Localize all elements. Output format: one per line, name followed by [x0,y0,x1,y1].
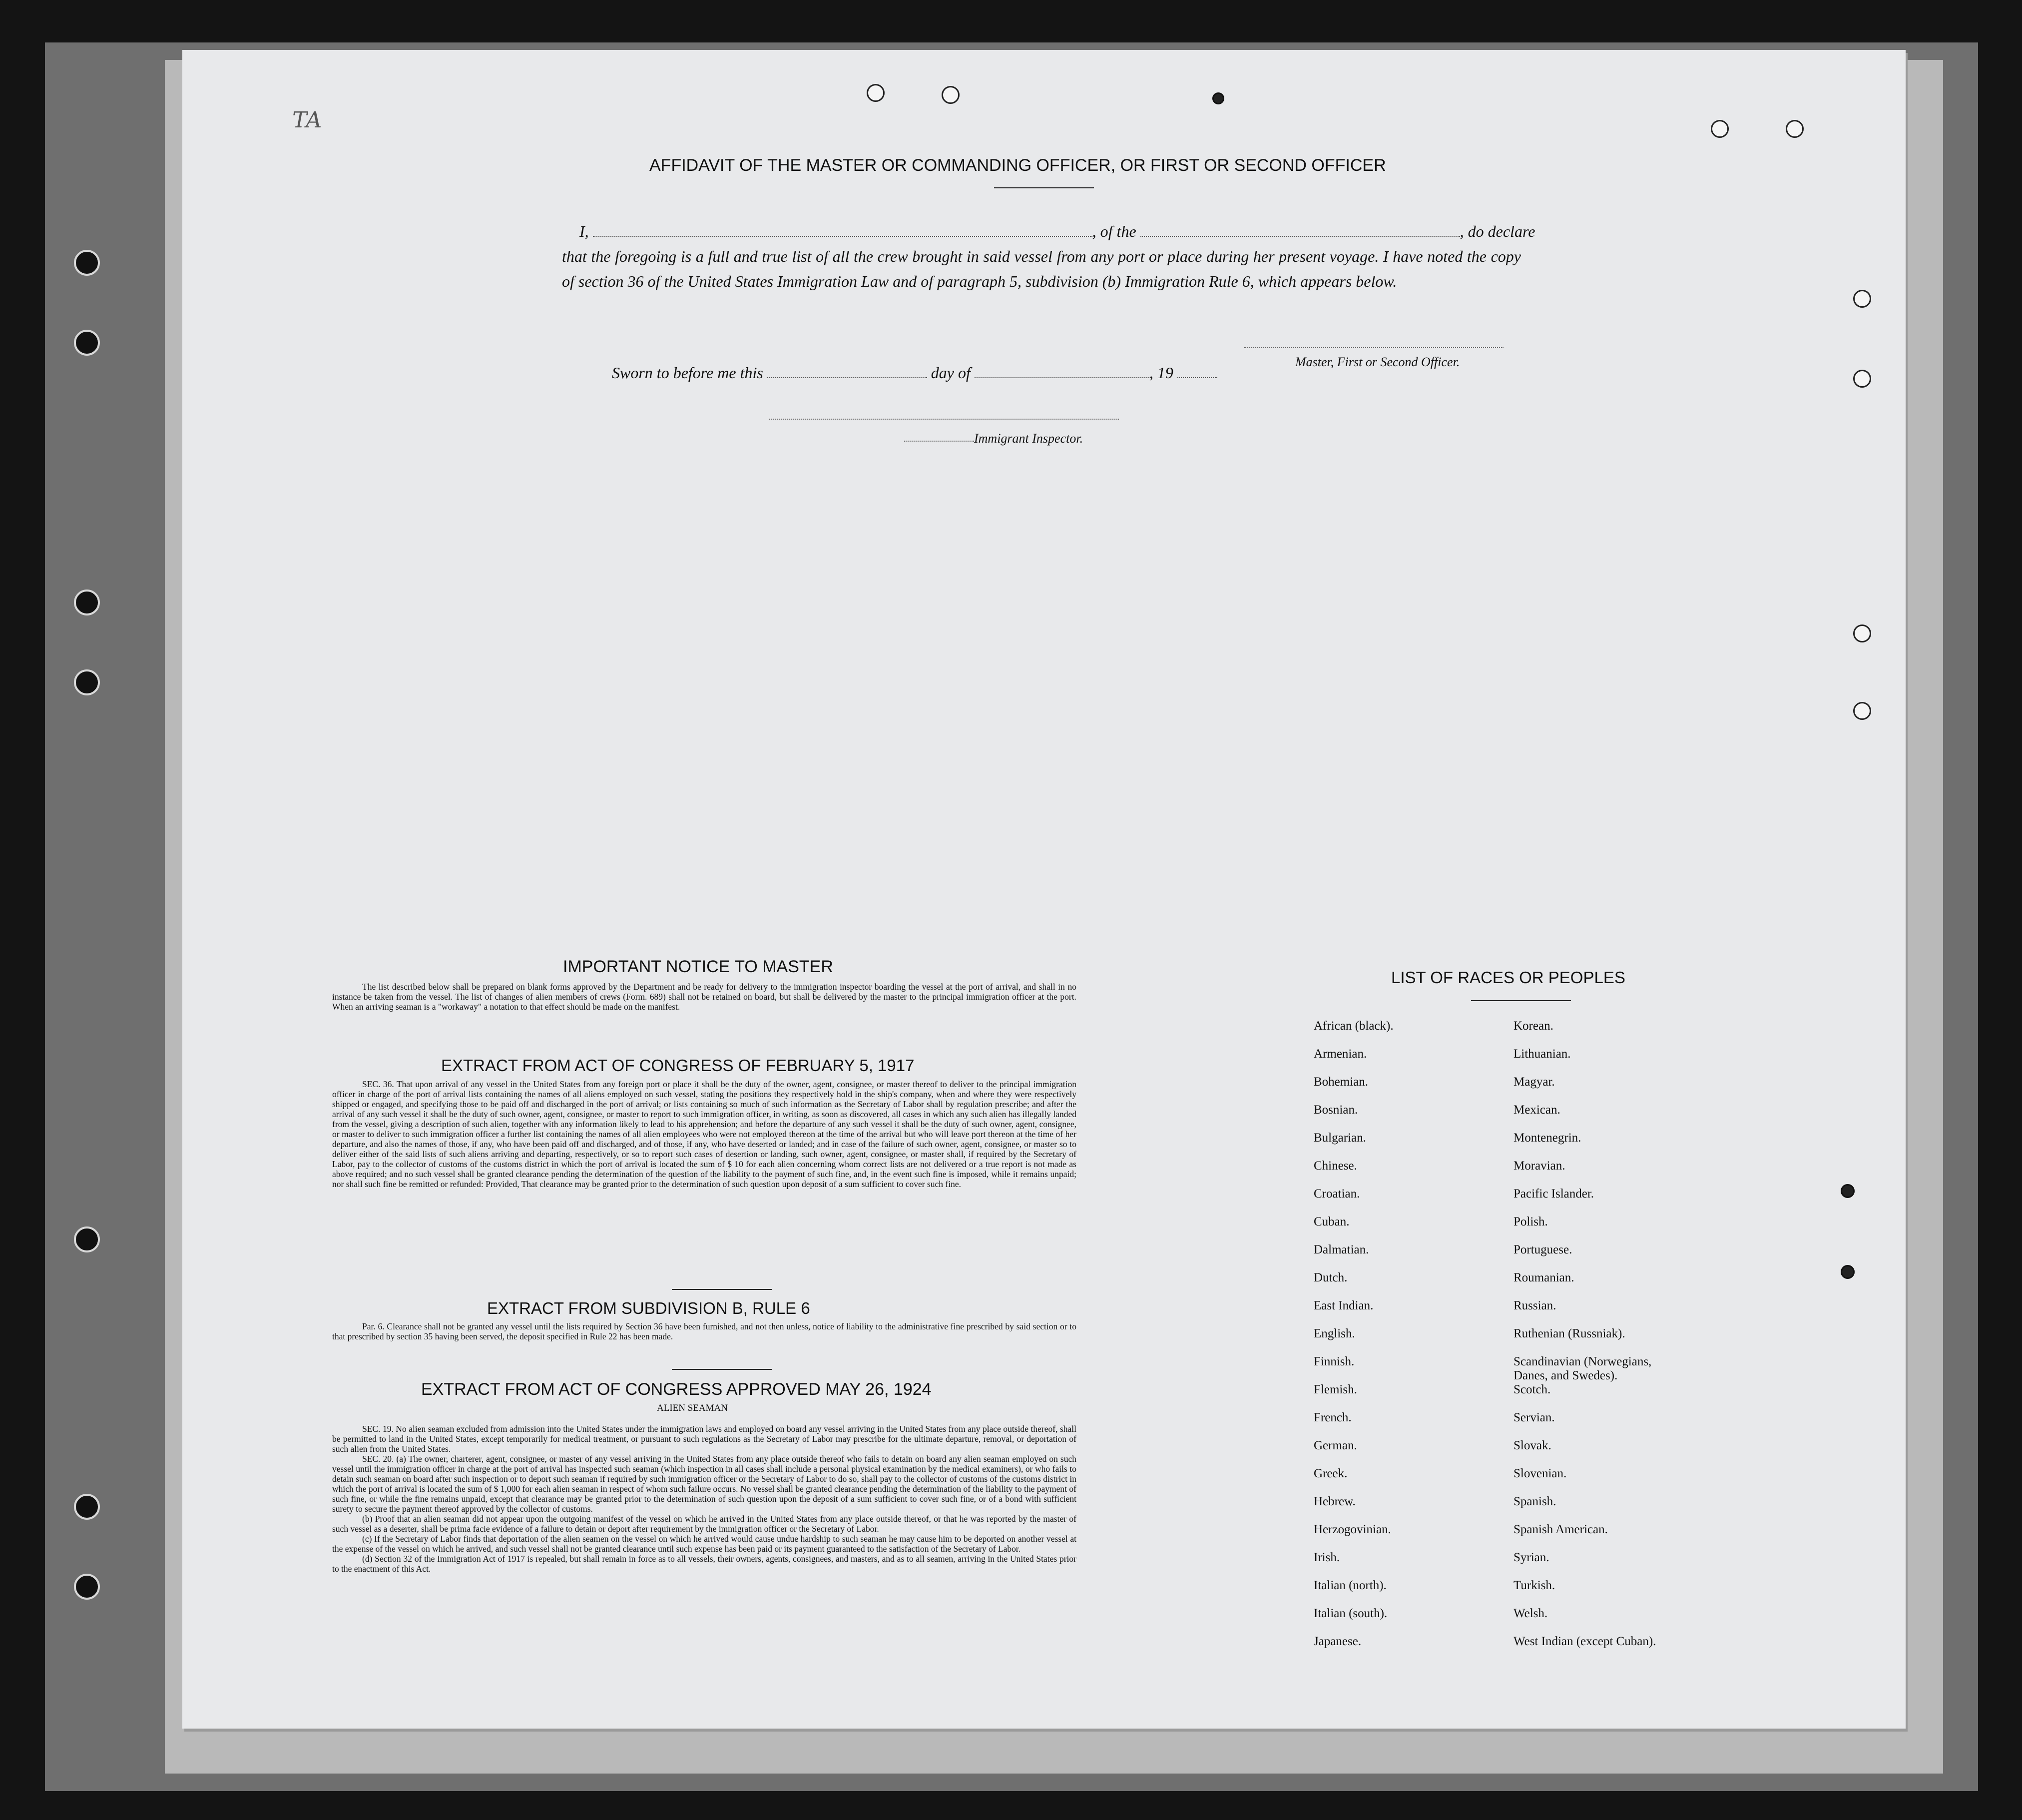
par-6-paragraph: Par. 6. Clearance shall not be granted any vessel until the lists required by Section 36 have been furnished, and not then unless, notice of liability to the administrative fine prescribed by said section or to that prescribed by section 35 having been served, the deposit specified in Rule 22 has been made. [332,1321,1076,1341]
binder-hole [74,590,100,615]
race-item: English. [1314,1327,1355,1340]
race-item: Cuban. [1314,1215,1350,1228]
divider [994,187,1094,188]
sec-20d-paragraph: (d) Section 32 of the Immigration Act of 1917 is repealed, but shall remain in force as to all vessels, their owners, agents, consignees, and masters, and as to all seamen, arriving in the United States prior to the enactment of this Act. [332,1554,1076,1574]
race-item: Croatian. [1314,1187,1360,1201]
inspector-signature-line[interactable] [904,441,974,442]
race-item: German. [1314,1439,1357,1452]
notice-text [332,982,1076,1012]
race-item: Portuguese. [1514,1243,1572,1256]
affidavit-body: that the foregoing is a full and true list of all the crew brought in said vessel from any port or place during her present voyage. I have noted the copy of section 36 of the United States Immigration Law and of paragraph 5, subdivision (b) Immigration Rule 6, which appears below. [562,247,1521,290]
extract-1917-title: EXTRACT FROM ACT OF CONGRESS OF FEBRUARY 5, 1917 [441,1056,915,1075]
race-item: Armenian. [1314,1047,1367,1061]
punch-hole [1853,624,1871,642]
sworn-month-field[interactable] [975,373,1149,378]
race-item: Scotch. [1514,1383,1551,1396]
of-the-label: , of the [1092,222,1136,240]
race-item: Chinese. [1314,1159,1357,1173]
sec-20c-paragraph: (c) If the Secretary of Labor finds that deportation of the alien seamen on the vessel on which he arrived would cause undue hardship to such seaman he may cause him to be deported on another vessel at the expense of the vessel on which he arrived, and such vessel shall not be granted clearance until such expense has been paid or its payment guaranteed to the satisfaction of the Secretary of Labor. [332,1534,1076,1554]
sworn-year-field[interactable] [1177,373,1217,378]
binder-hole [74,1494,100,1520]
race-item: Lithuanian. [1514,1047,1571,1061]
alien-seaman-subtitle: ALIEN SEAMAN [657,1403,728,1413]
notice-paragraph: The list described below shall be prepared on blank forms approved by the Department and be ready for delivery to the immigration inspector boarding the vessel at the port of arrival, and shall in no instance be taken from the vessel. The list of changes of alien members of crews (Form. 689) shall not be retained on board, but shall be delivered by the master to the principal immigration officer at the port. When an arriving seaman is a "workaway" a notation to that effect should be made on the manifest. [332,982,1076,1012]
race-item: Korean. [1514,1019,1553,1033]
punch-hole [1841,1184,1855,1198]
race-item: Italian (north). [1314,1579,1387,1592]
race-item: Welsh. [1514,1607,1548,1620]
race-item: Turkish. [1514,1579,1555,1592]
subdivision-title: EXTRACT FROM SUBDIVISION B, RULE 6 [487,1299,810,1317]
race-item: Italian (south). [1314,1607,1388,1620]
race-item: Bulgarian. [1314,1131,1366,1145]
punch-hole [1786,120,1804,138]
pencil-annotation: TA [290,107,324,133]
race-item: Servian. [1514,1411,1555,1424]
subdivision-text [332,1321,1076,1341]
race-item: Roumanian. [1514,1271,1574,1284]
declaration-line [579,222,1535,241]
race-item: Slovenian. [1514,1467,1567,1480]
section-36-paragraph: SEC. 36. That upon arrival of any vessel in the United States from any foreign port or place it shall be the duty of the owner, agent, consignee, or master thereof to deliver to the principal immigration officer in charge of the port of arrival lists containing the names of all aliens employed on such vessel, stating the positions they respectively hold in the ship's company, when and where they were respectively shipped or engaged, and specifying those to be paid off and discharged in the port of arrival; or lists containing so much of such information as the Secretary of Labor shall by regulation prescribe; and after the arrival of any such vessel it shall be the duty of such owner, agent, consignee, or master to report to such immigration officer, in writing, as soon as discovered, all cases in which any such alien has illegally landed from the vessel, giving a description of such alien, together with any information likely to lead to his apprehension; and before the departure of any such vessel it shall be the duty of such owner, agent, consignee, or master to deliver to such immigration officer a further list containing the names of all alien employees who were not employed thereon at the time of the arrival but who will leave port thereon at the time of her departure, and also the names of those, if any, who have been paid off and discharged, and of those, if any, who have deserted or landed; and in case of the failure of such owner, agent, consignee, or master so to deliver either of the said lists of such aliens arriving and departing, respectively, or so to report such cases of desertion or landing, such owner, agent, consignee, or master shall, if required by the Secretary of Labor, pay to the collector of customs of the customs district in which the port of arrival is located the sum of $ 10 for each alien concerning whom correct lists are not delivered or a true report is not made as above required; and no such vessel shall be granted clearance pending the determination of the question of the liability to the payment of such fine, and, in the event such fine is imposed, while it remains unpaid; nor shall such fine be remitted or refunded: Provided, That clearance may be granted prior to the determination of such question upon deposit of a sum sufficient to cover such fine. [332,1079,1076,1189]
notice-title: IMPORTANT NOTICE TO MASTER [563,957,833,976]
race-item: Hebrew. [1314,1495,1356,1508]
punch-hole [1711,120,1729,138]
extract-1924-title: EXTRACT FROM ACT OF CONGRESS APPROVED MAY 26, 1924 [421,1380,932,1399]
races-left-column [1314,1019,1523,1663]
punch-hole [1853,702,1871,720]
race-item: Greek. [1314,1467,1348,1480]
punch-hole [1853,370,1871,388]
sec-19-paragraph: SEC. 19. No alien seaman excluded from admission into the United States under the immigration laws and employed on board any vessel arriving in the United States from any place outside thereof, shall be permitted to land in the United States, except temporarily for medical treatment, or pursuant to such regulations as the Secretary of Labor may prescribe for the ultimate departure, removal, or deportation of such alien from the United States. [332,1424,1076,1454]
sec-20b-paragraph: (b) Proof that an alien seaman did not appear upon the outgoing manifest of the vessel on which he arrived in the United States from any place outside thereof, or that he was reported by the master of such vessel as a deserter, shall be prima facie evidence of a failure to detain or deport after requirement by the immigration officer or the Secretary of Labor. [332,1514,1076,1534]
race-item: Bohemian. [1314,1075,1369,1089]
officer-name-field[interactable] [593,232,1092,237]
race-item: Magyar. [1514,1075,1555,1089]
races-title: LIST OF RACES OR PEOPLES [1391,968,1625,987]
race-item: Finnish. [1314,1355,1355,1368]
punch-hole [1212,92,1224,104]
divider [1471,1000,1571,1001]
binder-hole [74,669,100,695]
inspector-signature-line[interactable] [769,419,1119,420]
punch-hole [1853,290,1871,308]
race-item: Spanish. [1514,1495,1556,1508]
race-item: Scandinavian (Norwegians, Danes, and Swedes). [1514,1355,1652,1382]
extract-1924-text [332,1424,1076,1574]
sworn-line [612,364,1217,382]
race-item: Irish. [1314,1551,1340,1564]
binder-hole [74,250,100,276]
race-item: Syrian. [1514,1551,1549,1564]
race-item: French. [1314,1411,1352,1424]
race-item: African (black). [1314,1019,1394,1033]
races-right-column [1514,1019,1723,1663]
day-of-label: day of [931,364,971,382]
race-item: Japanese. [1314,1635,1362,1648]
affidavit-title: AFFIDAVIT OF THE MASTER OR COMMANDING OFFICER, OR FIRST OR SECOND OFFICER [649,156,1386,175]
race-item: Moravian. [1514,1159,1565,1173]
sworn-label: Sworn to before me this [612,364,763,382]
sec-20a-paragraph: SEC. 20. (a) The owner, charterer, agent, consignee, or master of any vessel arriving in the United States from any place outside thereof who fails to detain on board any alien seaman employed on such vessel until the immigration officer in charge at the port of arrival has inspected such seaman (which inspection in all cases shall include a personal physical examination by the medical examiners), or who fails to detain such seaman on board after such inspection or to deport such seaman if required by such immigration officer or the Secretary of Labor to do so, shall pay to the collector of customs of the customs district in which the port of arrival is located the sum of $ 1,000 for each alien seaman in respect of whom such failure occurs. No vessel shall be granted clearance pending the determination of the liability to the payment of such fine, or while the fine remains unpaid, except that clearance may be granted prior to the determination of such question upon the deposit of a sum sufficient to cover such fine, or of a bond with sufficient surety to secure the payment thereof approved by the collector of customs. [332,1454,1076,1514]
race-item: Pacific Islander. [1514,1187,1594,1201]
declarant-prefix: I, [579,222,589,240]
binder-hole [74,1226,100,1252]
divider [672,1369,772,1370]
race-item: Polish. [1514,1215,1548,1228]
race-item: Herzogovinian. [1314,1523,1391,1536]
race-item: Flemish. [1314,1383,1357,1396]
divider [672,1289,772,1290]
race-item: Bosnian. [1314,1103,1358,1117]
race-item: Slovak. [1514,1439,1551,1452]
year-label: , 19 [1149,364,1173,382]
vessel-name-field[interactable] [1140,232,1460,237]
punch-hole [1841,1265,1855,1279]
race-item: West Indian (except Cuban). [1514,1635,1656,1648]
punch-hole [867,84,885,102]
race-item: Dalmatian. [1314,1243,1369,1256]
race-item: Russian. [1514,1299,1556,1312]
race-item: East Indian. [1314,1299,1374,1312]
binder-hole [74,330,100,356]
declare-label: , do declare [1460,222,1535,240]
punch-hole [942,86,960,104]
extract-1917-text [332,1079,1076,1189]
master-signature-caption: Master, First or Second Officer. [1295,355,1460,369]
race-item: Montenegrin. [1514,1131,1581,1145]
binder-hole [74,1574,100,1600]
sworn-day-field[interactable] [767,373,927,378]
master-signature-line[interactable] [1244,347,1504,348]
race-item: Spanish American. [1514,1523,1608,1536]
race-item: Dutch. [1314,1271,1348,1284]
inspector-signature-caption: Immigrant Inspector. [974,431,1083,446]
race-item: Mexican. [1514,1103,1560,1117]
race-item: Ruthenian (Russniak). [1514,1327,1625,1340]
